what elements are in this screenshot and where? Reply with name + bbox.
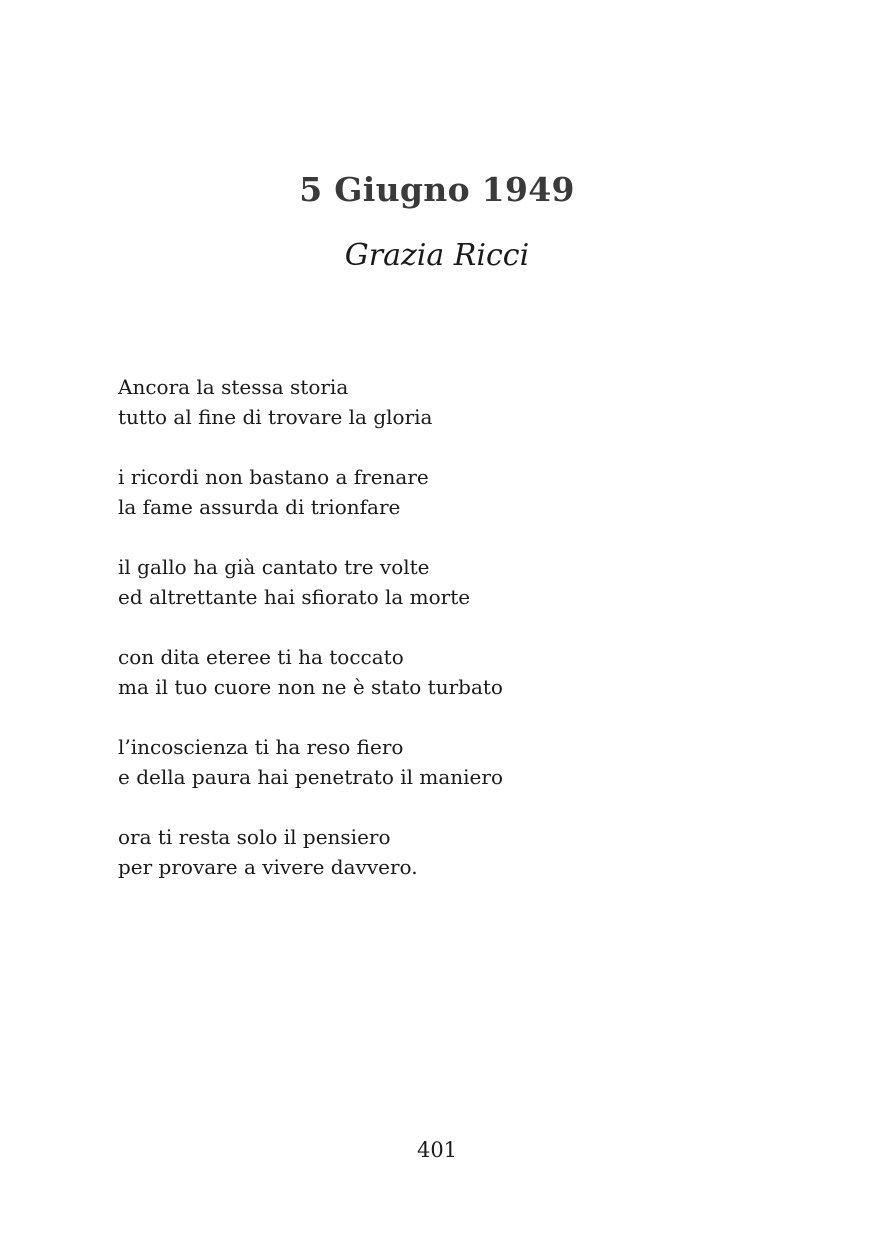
stanza (118, 462, 758, 522)
stanza (118, 732, 758, 792)
poem-line: Ancora la stessa storia (118, 375, 349, 399)
poem-line: con dita eteree ti ha toccato (118, 645, 404, 669)
poem-line: il gallo ha già cantato tre volte (118, 555, 430, 579)
stanza (118, 642, 758, 702)
poem-line: ed altrettante hai sfiorato la morte (118, 585, 471, 609)
poem-author: Grazia Ricci (344, 238, 530, 273)
poem-line: e della paura hai penetrato il maniero (118, 765, 503, 789)
stanza (118, 822, 758, 882)
page-number: 401 (416, 1138, 458, 1162)
stanza (118, 552, 758, 612)
poem-body (118, 372, 758, 912)
poem-line: l’incoscienza ti ha reso fiero (118, 735, 404, 759)
stanza (118, 372, 758, 432)
poem-line: per provare a vivere davvero. (118, 855, 418, 879)
poem-line: ma il tuo cuore non ne è stato turbato (118, 675, 503, 699)
poem-line: la fame assurda di trionfare (118, 495, 401, 519)
poem-title: 5 Giugno 1949 (299, 170, 575, 209)
poem-line: i ricordi non bastano a frenare (118, 465, 429, 489)
poem-line: tutto al fine di trovare la gloria (118, 405, 433, 429)
poem-line: ora ti resta solo il pensiero (118, 825, 391, 849)
